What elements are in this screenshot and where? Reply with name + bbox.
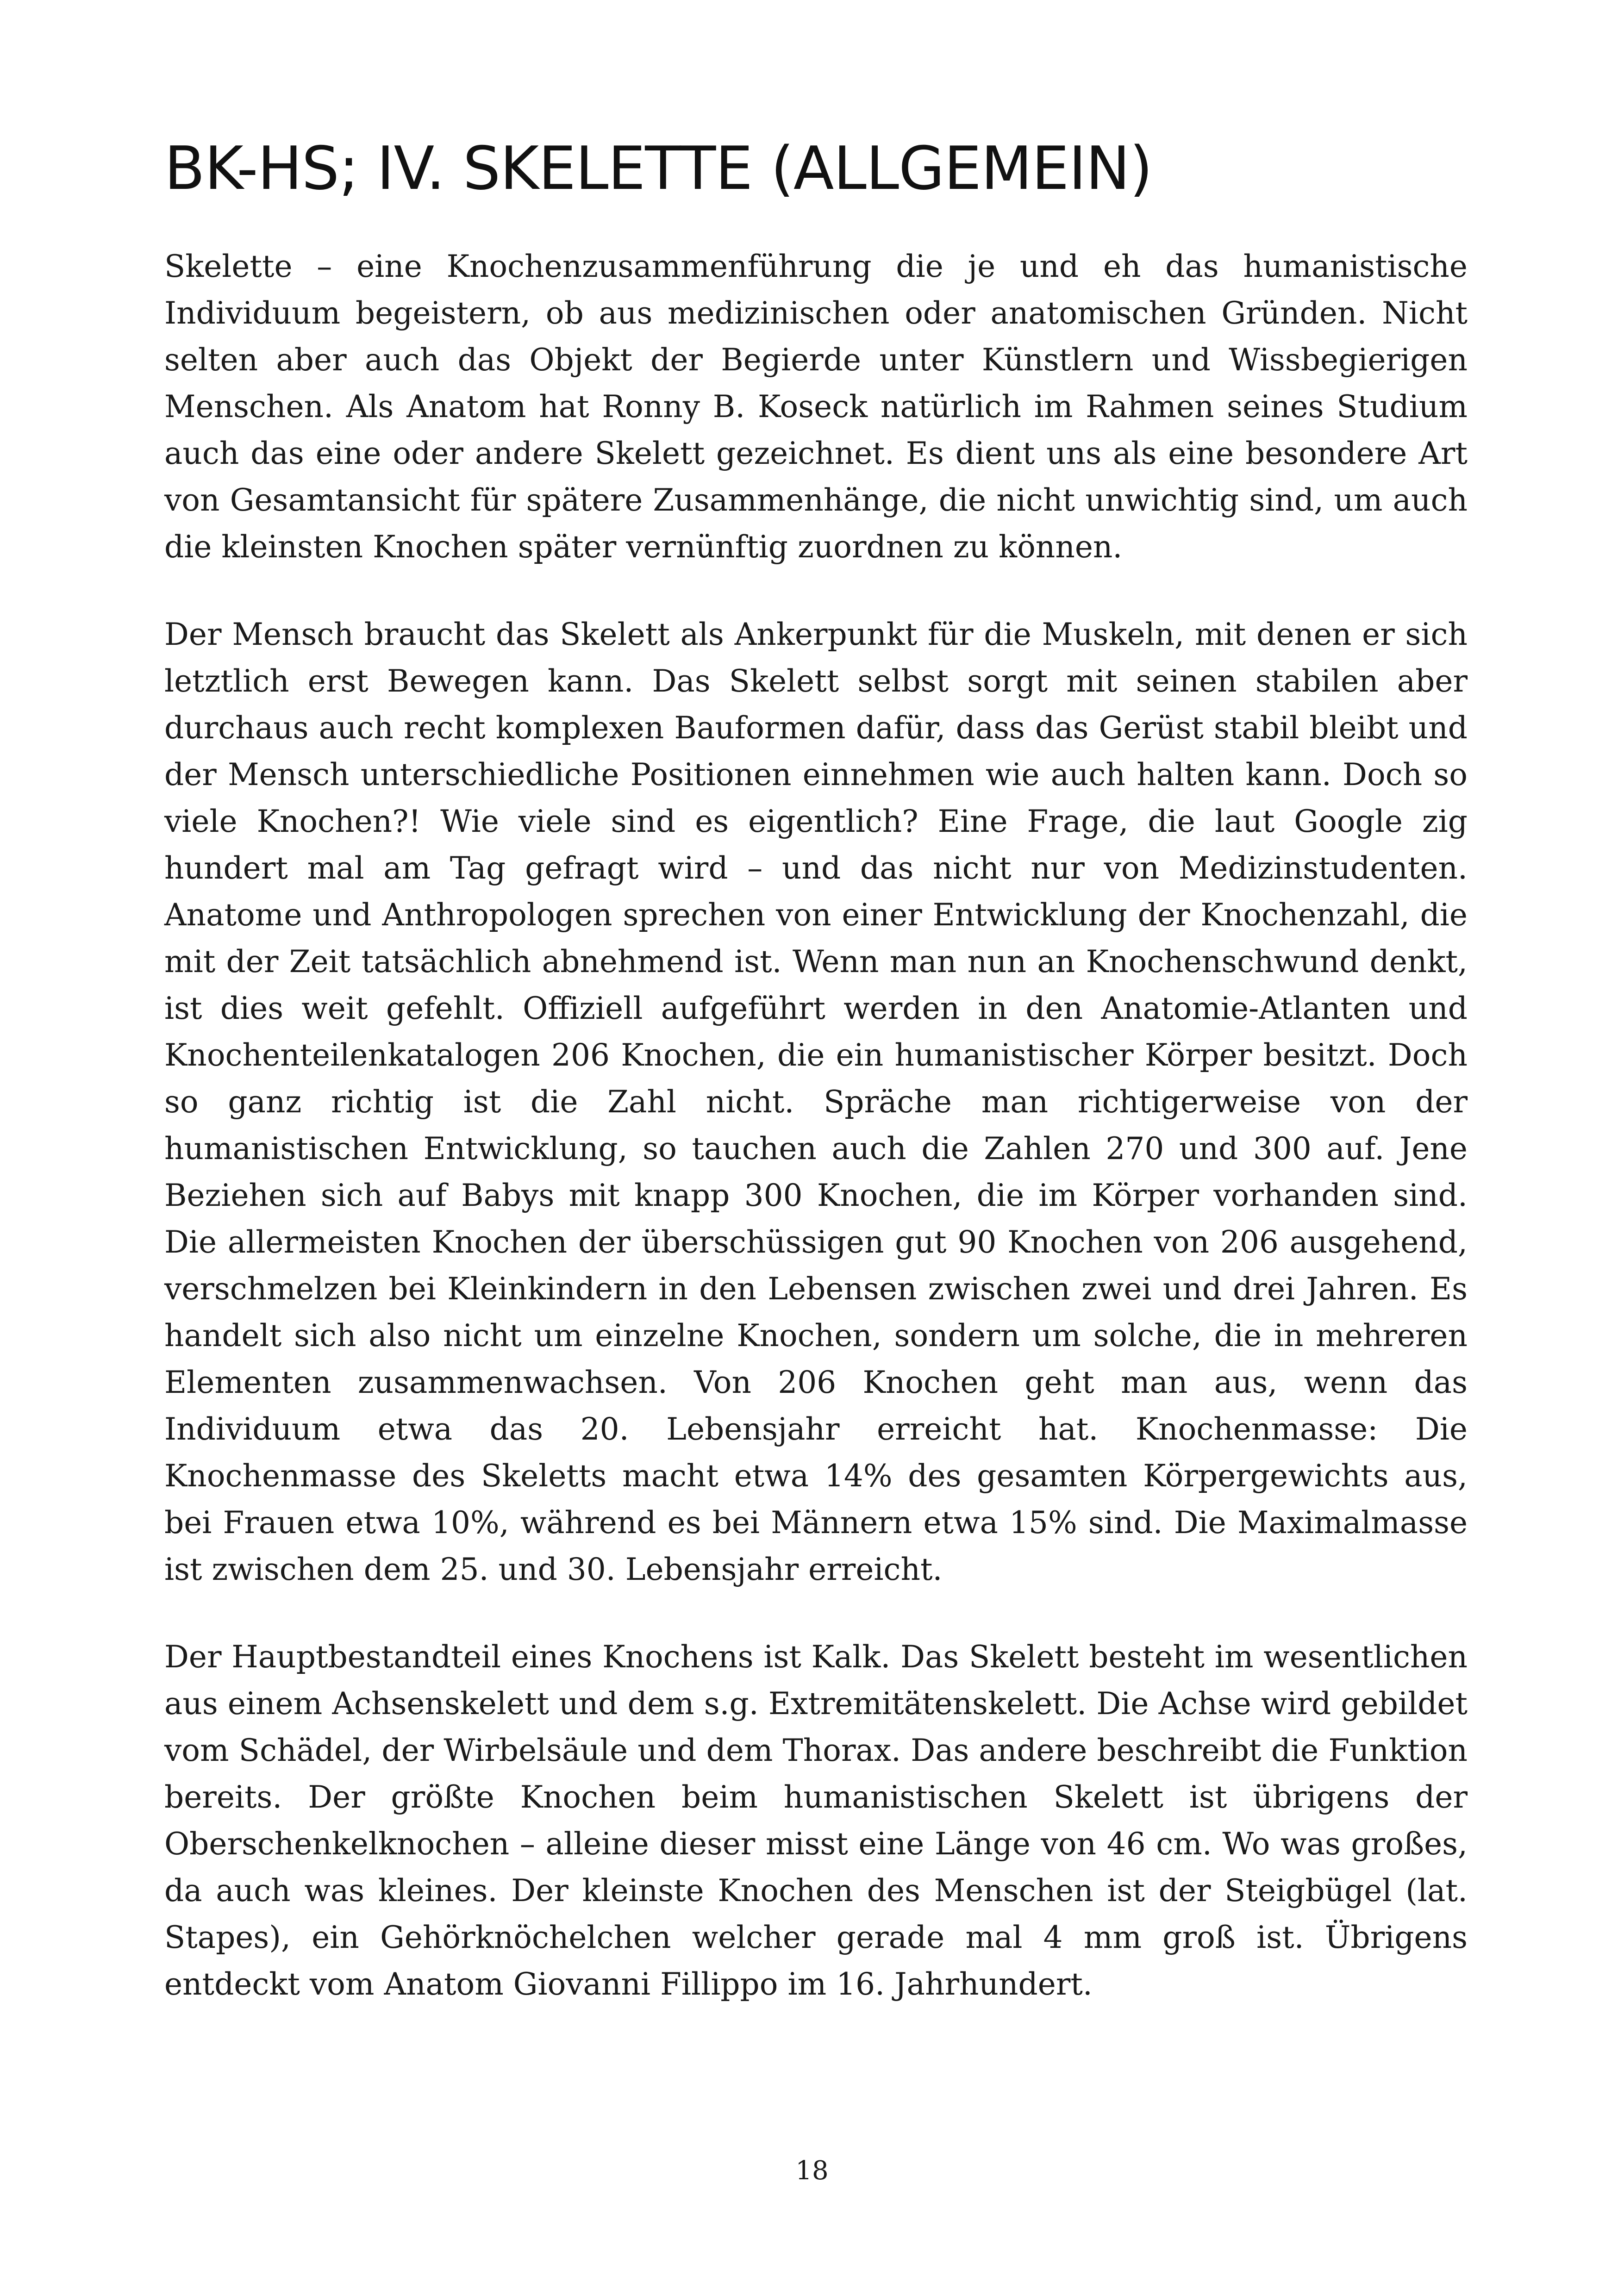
page-number: 18 [795,2156,829,2186]
paragraph-bone-count: Der Mensch braucht das Skelett als Ankerpunkt für die Muskeln, mit denen er sich letztlich erst Bewegen kann. Das Skelett selbst sorgt mit seinen stabilen aber durchaus auch recht komplexen Bauformen dafür, dass das Gerüst stabil bleibt und der Mensch unterschiedliche Positionen einnehmen wie auch halten kann. Doch so viele Knochen?! Wie viele sind es eigentlich? Eine Frage, die laut Google zig hundert mal am Tag gefragt wird – und das nicht nur von Medizinstudenten. Anatome und Anthropologen sprechen von einer Entwicklung der Knochenzahl, die mit der Zeit tatsächlich abnehmend ist. Wenn man nun an Knochenschwund denkt, ist dies weit gefehlt. Offiziell aufgeführt werden in den Anatomie-Atlanten und Knochenteilenkatalogen 206 Knochen, die ein humanistischer Körper besitzt. Doch so ganz richtig ist die Zahl nicht. Spräche man richtigerweise von der humanistischen Entwicklung, so tauchen auch die Zahlen 270 und 300 auf. Jene Beziehen sich auf Babys mit knapp 300 Knochen, die im Körper vorhanden sind. Die allermeisten Knochen der überschüssigen gut 90 Knochen von 206 ausgehend, verschmelzen bei Kleinkindern in den Lebensen zwischen zwei und drei Jahren. Es handelt sich also nicht um einzelne Knochen, sondern um solche, die in mehreren Elementen zusammenwachsen. Von 206 Knochen geht man aus, wenn das Individuum etwa das 20. Lebensjahr erreicht hat. Knochenmasse: Die Knochenmasse des Skeletts macht etwa 14% des gesamten Körpergewichts aus, bei Frauen etwa 10%, während es bei Männern etwa 15% sind. Die Maximalmasse ist zwischen dem 25. und 30. Lebensjahr erreicht. [164,617,1468,1587]
body-text [164,243,1468,2048]
paragraph-intro: Skelette – eine Knochenzusammenführung die je und eh das humanistische Individuum begeistern, ob aus medizinischen oder anatomischen Gründen. Nicht selten aber auch das Objekt der Begierde unter Künstlern und Wissbegierigen Menschen. Als Anatom hat Ronny B. Koseck natürlich im Rahmen seines Studium auch das eine oder andere Skelett gezeichnet. Es dient uns als eine besondere Art von Gesamtansicht für spätere Zusammenhänge, die nicht unwichtig sind, um auch die kleinsten Knochen später vernünftig zuordnen zu können. [164,249,1468,565]
page-title: BK-HS; IV. SKELETTE (ALLGEMEIN) [164,134,1152,203]
paragraph-composition: Der Hauptbestandteil eines Knochens ist Kalk. Das Skelett besteht im wesentlichen aus einem Achsenskelett und dem s.g. Extremitätenskelett. Die Achse wird gebildet vom Schädel, der Wirbelsäule und dem Thorax. Das andere beschreibt die Funktion bereits. Der größte Knochen beim humanistischen Skelett ist übrigens der Oberschenkelknochen – alleine dieser misst eine Länge von 46 cm. Wo was großes, da auch was kleines. Der kleinste Knochen des Menschen ist der Steigbügel (lat. Stapes), ein Gehörknöchelchen welcher gerade mal 4 mm groß ist. Übrigens entdeckt vom Anatom Giovanni Fillippo im 16. Jahrhundert. [164,1639,1468,2002]
